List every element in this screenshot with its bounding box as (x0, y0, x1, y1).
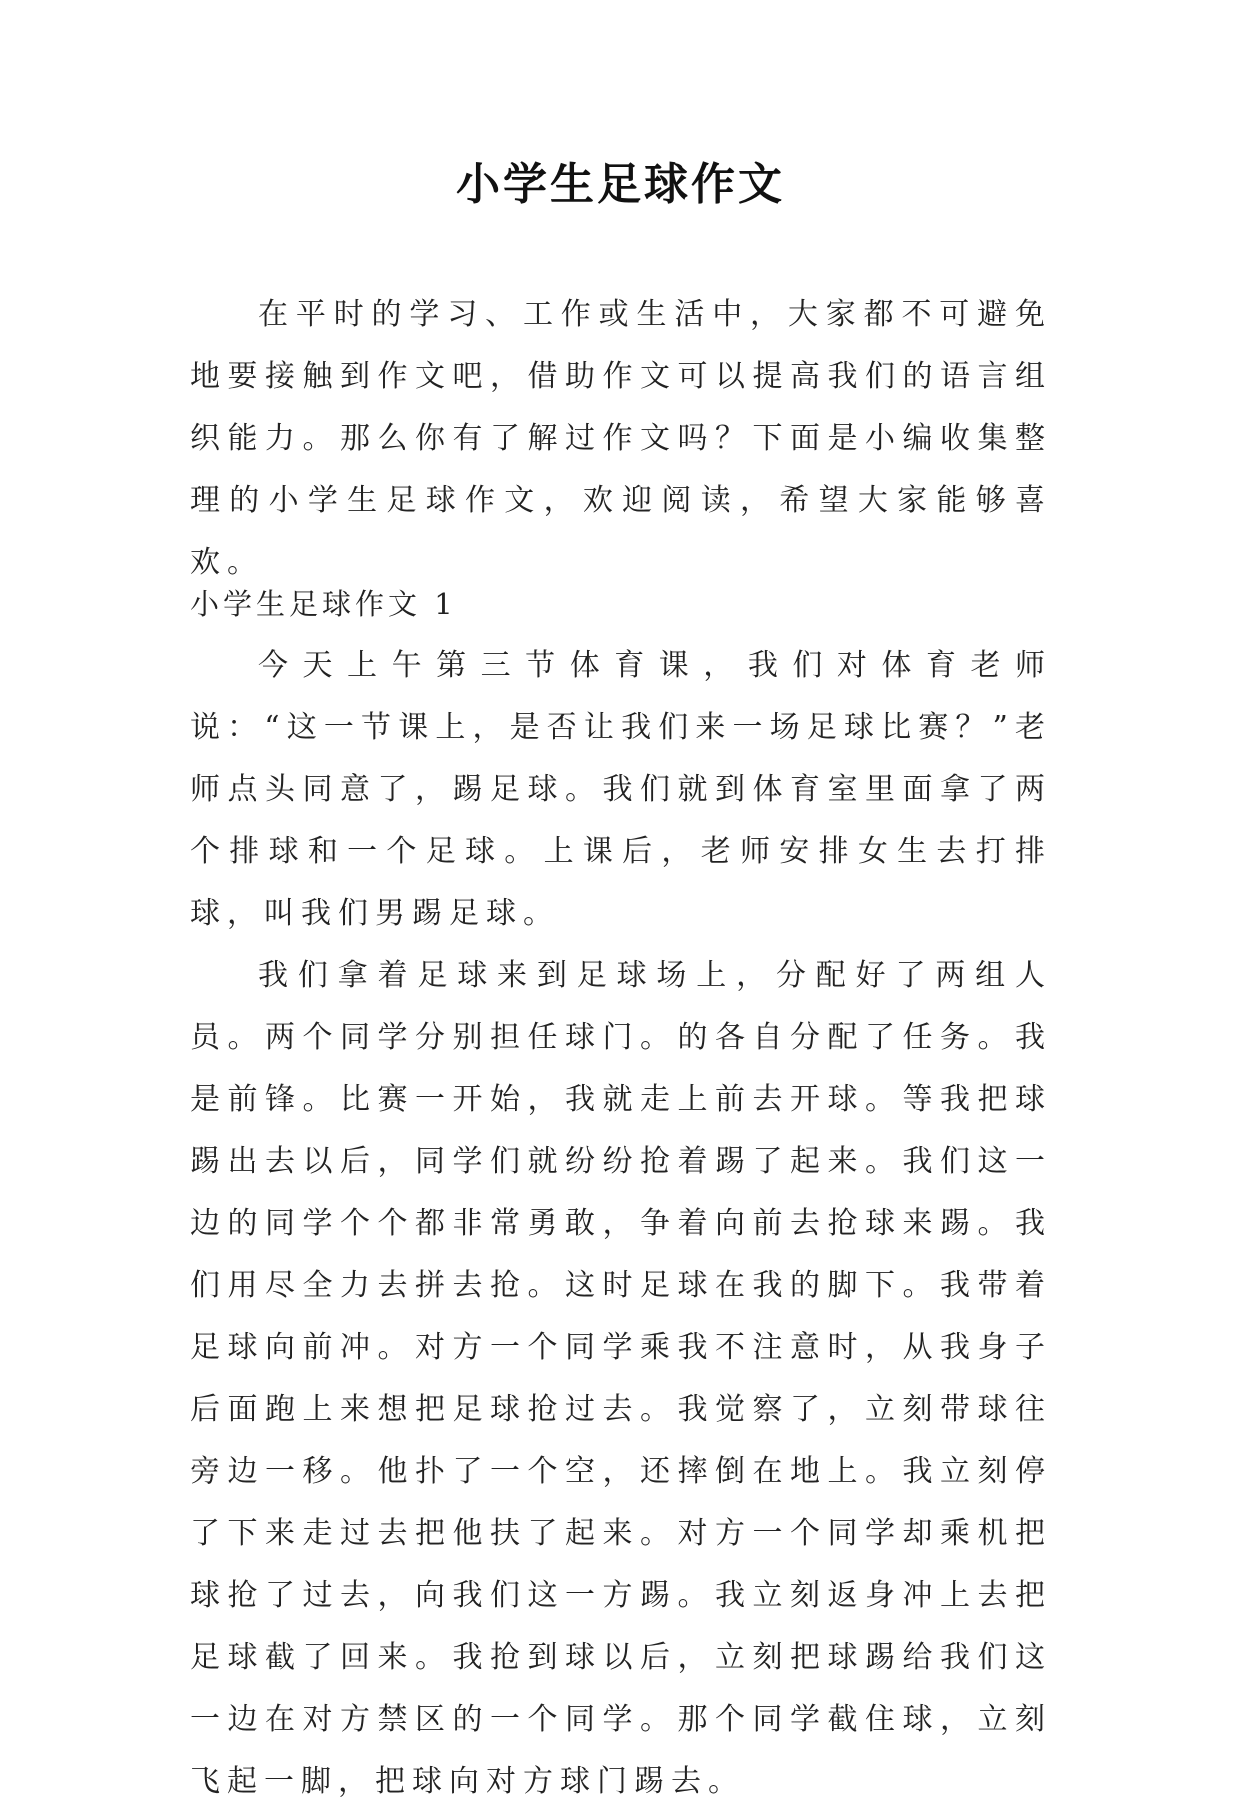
essay-paragraph-2: 我们拿着足球来到足球场上，分配好了两组人员。两个同学分别担任球门。的各自分配了任务。我是前锋。比赛一开始，我就走上前去开球。等我把球踢出去以后，同学们就纷纷抢着踢了起来。我们这一边的同学个个都非常勇敢，争着向前去抢球来踢。我们用尽全力去拼去抢。这时足球在我的脚下。我带着足球向前冲。对方一个同学乘我不注意时，从我身子后面跑上来想把足球抢过去。我觉察了，立刻带球往旁边一移。他扑了一个空，还摔倒在地上。我立刻停了下来走过去把他扶了起来。对方一个同学却乘机把球抢了过去，向我们这一方踢。我立刻返身冲上去把足球截了回来。我抢到球以后，立刻把球踢给我们这一边在对方禁区的一个同学。那个同学截住球，立刻飞起一脚，把球向对方球门踢去。 (190, 958, 1052, 1799)
intro-block (190, 284, 1052, 594)
essay-body (190, 635, 1052, 1813)
intro-paragraph: 在平时的学习、工作或生活中，大家都不可避免地要接触到作文吧，借助作文可以提高我们的语言组织能力。那么你有了解过作文吗？下面是小编收集整理的小学生足球作文，欢迎阅读，希望大家能够喜欢。 (190, 297, 1052, 580)
document-title: 小学生足球作文 (456, 159, 785, 210)
essay-paragraph-1: 今天上午第三节体育课，我们对体育老师说：“这一节课上，是否让我们来一场足球比赛？”老师点头同意了，踢足球。我们就到体育室里面拿了两个排球和一个足球。上课后，老师安排女生去打排球，叫我们男踢足球。 (190, 648, 1052, 931)
section-heading: 小学生足球作文 1 (190, 587, 457, 621)
